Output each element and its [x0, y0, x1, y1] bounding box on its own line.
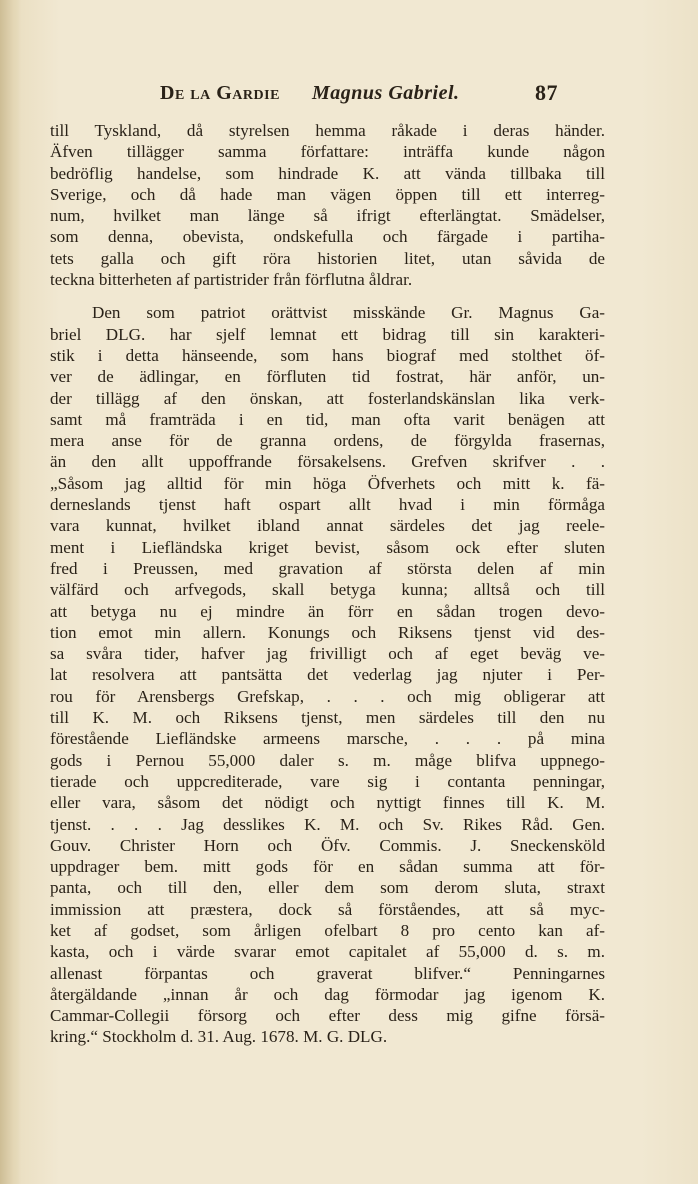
paragraph-1	[50, 120, 605, 290]
text-line: samt må framträda i en tid, man ofta varit benägen att	[50, 409, 605, 429]
text-line: bedröflig handelse, som hindrade K. att vända tillbaka till	[50, 163, 605, 183]
text-line: till K. M. och Riksens tjenst, men särdeles till den nu	[50, 708, 605, 728]
text-line: förestående Liefländske armeens marsche, . . . på mina	[50, 729, 605, 749]
text-line: välfärd och arfvegods, skall betyga kunna; alltså och till	[50, 580, 605, 600]
text-line: fred i Preussen, med gravation af största delen af min	[50, 558, 605, 578]
text-line: till Tyskland, då styrelsen hemma råkade i deras händer.	[50, 121, 605, 140]
paragraph-2	[50, 302, 605, 1047]
text-line: ket af godset, som årligen ofelbart 8 pro cento kan af-	[50, 920, 605, 940]
page-spine-edge	[0, 0, 20, 1184]
text-line: mera anse för de granna ordens, de förgylda frasernas,	[50, 431, 605, 451]
text-line: Cammar-Collegii försorg och efter dess mig gifne försä-	[50, 1006, 605, 1026]
text-line: tets galla och gift röra historien litet, utan såvida de	[50, 248, 605, 268]
body-text	[50, 120, 605, 1048]
text-line: kring.“ Stockholm d. 31. Aug. 1678. M. G. DLG.	[50, 1027, 388, 1047]
text-line: panta, och till den, eller dem som derom sluta, straxt	[50, 878, 605, 898]
text-line: gods i Pernou 55,000 daler s. m. måge blifva uppnego-	[50, 750, 605, 770]
text-line: Gouv. Christer Horn och Öfv. Commis. J. Sneckensköld	[50, 835, 605, 855]
text-line: som denna, obevista, ondskefulla och färgade i partiha-	[50, 227, 605, 247]
text-line: Sverige, och då hade man vägen öppen till ett interreg-	[50, 184, 605, 204]
text-line: kasta, och i värde svarar emot capitalet af 55,000 d. s. m.	[50, 942, 605, 962]
text-line: derneslands tjenst haft ospart allt hvad i min förmåga	[50, 495, 605, 515]
text-line: Äfven tillägger samma författare: inträffa kunde någon	[50, 142, 605, 162]
text-line: briel DLG. har sjelf lemnat ett bidrag till sin karakteri-	[50, 324, 605, 344]
text-line: ment i Liefländska kriget bevist, såsom ock efter sluten	[50, 537, 605, 557]
text-line: Den som patriot orättvist misskände Gr. Magnus Ga-	[92, 303, 605, 323]
text-line: att betyga nu ej mindre än förr en sådan trogen devo-	[50, 601, 605, 621]
text-line: återgäldande „innan år och dag förmodar jag igenom K.	[50, 984, 605, 1004]
text-line: tion emot min allern. Konungs och Riksens tjenst vid des-	[50, 622, 605, 642]
text-line: rou för Arensbergs Grefskap, . . . och mig obligerar att	[50, 686, 605, 706]
running-header	[160, 80, 560, 108]
header-given-names: Magnus Gabriel.	[312, 82, 460, 104]
text-line: vara kunnat, hvilket ibland annat särdeles det jag reele-	[50, 516, 605, 536]
text-line: lat resolvera att pantsätta det vederlag jag njuter i Per-	[50, 665, 605, 685]
text-line: tierade och uppcrediterade, vare sig i contanta penningar,	[50, 771, 605, 791]
text-line: stik i detta hänseende, som hans biograf med stolthet öf-	[50, 345, 605, 365]
text-line: ver de ädlingar, en förfluten tid fostrat, här anför, un-	[50, 367, 605, 387]
page-number: 87	[535, 80, 558, 105]
text-line: „Såsom jag alltid för min höga Öfverhets och mitt k. fä-	[50, 473, 605, 493]
text-line: allenast förpantas och graverat blifver.“ Penningarnes	[50, 963, 605, 983]
text-line: sa svåra tider, hafver jag frivilligt och af eget beväg ve-	[50, 644, 605, 664]
text-line: tjenst. . . . Jag desslikes K. M. och Sv. Rikes Råd. Gen.	[50, 814, 605, 834]
text-line: uppdrager bem. mitt gods för en sådan summa att för-	[50, 857, 605, 877]
text-line: immission att præstera, dock så förståendes, att så myc-	[50, 899, 605, 919]
header-family-name: De la Gardie	[160, 82, 280, 104]
text-line: än den allt uppoffrande försakelsens. Grefven skrifver . .	[50, 452, 605, 472]
text-line: num, hvilket man länge så ifrigt efterlängtat. Smädelser,	[50, 206, 605, 226]
text-line: teckna bitterheten af partistrider från förflutna åldrar.	[50, 270, 413, 290]
text-line: der tillägg af den önskan, att fosterlandskänslan lika verk-	[50, 388, 605, 408]
text-line: eller vara, såsom det nödigt och nyttigt finnes till K. M.	[50, 793, 605, 813]
